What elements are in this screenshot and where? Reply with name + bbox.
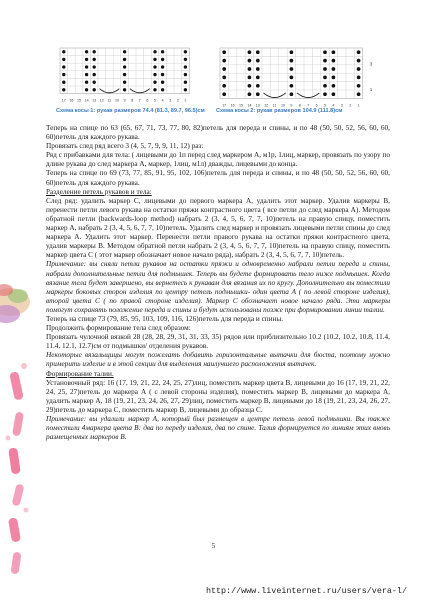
purl-stitch-dot bbox=[123, 73, 126, 76]
yarn-ball-art bbox=[0, 284, 30, 323]
purl-stitch-dot bbox=[290, 67, 294, 71]
purl-stitch-dot bbox=[256, 84, 260, 88]
purl-stitch-dot bbox=[332, 92, 336, 96]
purl-stitch-dot bbox=[222, 50, 226, 54]
column-number-label: 3 bbox=[340, 103, 343, 108]
note-paragraph: Примечание: вы сняли петли рукавов на остатки пряжи и одновременно набрали петли переда и спины, набрали дополнительные петли для подмышек. Теперь вы будете формировать тело ниже подмышек. Когда вязание тела будет завершено, вы вернетесь к рукавам для вязания их по кругу. Дополнительно вы поместили маркеры боковых сторон изделия по центру петель подмышки- один цвета А ( по левой стороне изделия), второй цвета С ( по правой стороне изделия). Маркер С обозначает новое начало ряда. Эти маркеры помогут сохранять положение переда и спины и будут использованы позже при формировании линии талии. bbox=[46, 260, 390, 314]
column-number-label: 16 bbox=[69, 98, 74, 103]
purl-stitch-dot bbox=[62, 88, 65, 91]
purl-stitch-dot bbox=[161, 81, 164, 84]
purl-stitch-dot bbox=[323, 50, 327, 54]
column-number-label: 11 bbox=[272, 103, 277, 108]
purl-stitch-dot bbox=[85, 88, 88, 91]
purl-stitch-dot bbox=[123, 65, 126, 68]
purl-stitch-dot bbox=[184, 65, 187, 68]
purl-stitch-dot bbox=[357, 84, 361, 88]
purl-stitch-dot bbox=[248, 76, 252, 80]
column-number-label: 12 bbox=[264, 103, 269, 108]
purl-stitch-dot bbox=[256, 92, 260, 96]
purl-stitch-dot bbox=[85, 58, 88, 61]
column-number-label: 15 bbox=[239, 103, 243, 108]
purl-stitch-dot bbox=[323, 76, 327, 80]
purl-stitch-dot bbox=[93, 73, 96, 76]
column-number-label: 17 bbox=[61, 98, 66, 103]
paragraph: Теперь на спице по 63 (65, 67, 71, 73, 77, 80, 82)петель для переда и спины, и по 48 (50, 50, 52, 56, 60, 60, 60)петель для каждого рукава. bbox=[46, 124, 390, 142]
paragraph: Теперь на спице по 69 (73, 77, 85, 91, 95, 102, 106)петель для переда и спины, и по 48 (50, 50, 52, 56, 60, 60, 60)петель для каждого рукава. bbox=[46, 169, 390, 187]
purl-stitch-dot bbox=[153, 58, 156, 61]
purl-stitch-dot bbox=[153, 81, 156, 84]
purl-stitch-dot bbox=[332, 59, 336, 63]
column-number-label: 13 bbox=[255, 103, 260, 108]
row-number-label: 1 bbox=[369, 86, 373, 92]
row-number-label: 3 bbox=[369, 61, 373, 67]
purl-stitch-dot bbox=[123, 81, 126, 84]
purl-stitch-dot bbox=[332, 50, 336, 54]
purl-stitch-dot bbox=[332, 84, 336, 88]
purl-stitch-dot bbox=[256, 67, 260, 71]
purl-stitch-dot bbox=[357, 76, 361, 80]
paragraph: Продолжить формирование тела след образом: bbox=[46, 324, 191, 333]
purl-stitch-dot bbox=[357, 92, 361, 96]
purl-stitch-dot bbox=[323, 59, 327, 63]
purl-stitch-dot bbox=[222, 92, 226, 96]
purl-stitch-dot bbox=[256, 59, 260, 63]
paragraph: Ряд с прибавками для тела: ( лицевыми до 1п перед след маркером А, м1р, 1лиц, маркер, провязать по узору по длине рукава до след маркера А, маркер, 1лиц, м1л) дважды, лицевыми до конца. bbox=[46, 151, 390, 169]
column-number-label: 15 bbox=[77, 98, 81, 103]
column-number-label: 5 bbox=[324, 103, 326, 108]
column-number-label: 14 bbox=[84, 98, 89, 103]
purl-stitch-dot bbox=[248, 92, 252, 96]
purl-stitch-dot bbox=[248, 50, 252, 54]
purl-stitch-dot bbox=[323, 92, 327, 96]
paragraph: След ряд: удалить маркер С, лицевыми до первого маркера А, удалить этот маркер. Удалив маркеры В, перенести петли левого рукава на остатки пряжи контрастного цвета ( все петли до след маркера А). Методом обратной петли (backwards-loop method) набрать 2 (3, 4, 5, 6, 7, 7, 10)петель на правую спицу, поместить маркер А, набрать 2 (3, 4, 5, 6, 7, 7, 10)петель. Удалить след маркер и провязать лицевыми петли спины до след маркера А. Удалить этот маркер. Перенести петли правого рукава на остатки пряжи контрастного цвета, удалив маркеры В. Методом обратной петли набрать 2 (3, 4, 5, 6, 7, 7, 10)петель на правую спицу, поместить маркер цвета С ( этот маркер обозначает новое начало ряда), набрать 2 (3, 4, 5, 6, 7, 7, 10)петель. bbox=[46, 196, 390, 260]
purl-stitch-dot bbox=[62, 73, 65, 76]
purl-stitch-dot bbox=[62, 65, 65, 68]
purl-stitch-dot bbox=[222, 84, 226, 88]
column-number-label: 8 bbox=[131, 98, 134, 103]
note-paragraph: Примечание: вы удалили маркер А, который был размещен в центре петель левой подмышки. Вы также поместили 4маркера цвета В: два по переду изделия, два по спине. Талия формируется по линиям этих вновь размещенных маркеров В. bbox=[46, 415, 390, 442]
purl-stitch-dot bbox=[161, 65, 164, 68]
column-number-label: 1 bbox=[357, 103, 360, 108]
column-number-label: 14 bbox=[247, 103, 252, 108]
purl-stitch-dot bbox=[93, 50, 96, 53]
column-number-label: 5 bbox=[154, 98, 156, 103]
purl-stitch-dot bbox=[85, 50, 88, 53]
purl-stitch-dot bbox=[93, 65, 96, 68]
column-number-label: 17 bbox=[222, 103, 227, 108]
purl-stitch-dot bbox=[184, 50, 187, 53]
purl-stitch-dot bbox=[153, 73, 156, 76]
purl-stitch-dot bbox=[184, 81, 187, 84]
purl-stitch-dot bbox=[123, 50, 126, 53]
column-number-label: 2 bbox=[349, 103, 352, 108]
purl-stitch-dot bbox=[222, 67, 226, 71]
purl-stitch-dot bbox=[85, 81, 88, 84]
column-number-label: 2 bbox=[176, 98, 179, 103]
purl-stitch-dot bbox=[85, 65, 88, 68]
purl-stitch-dot bbox=[153, 65, 156, 68]
page-number: 5 bbox=[211, 542, 216, 550]
purl-stitch-dot bbox=[248, 59, 252, 63]
paragraph: Провязать чулочной вязкой 28 (28, 28, 29, 31, 31, 33, 35) рядов или приблизительно 10.2 (10.2, 10.2, 10.8, 11.4, 11.4, 12.1, 12.7)см от подмышки/ отделения рукавов. bbox=[46, 333, 390, 351]
chart-1-caption: Схема косы 1: рукав размеров 74.4 (81.3, 89.7, 96.5)см bbox=[56, 108, 205, 114]
purl-stitch-dot bbox=[357, 50, 361, 54]
column-number-label: 16 bbox=[230, 103, 235, 108]
chart-2-caption: Схема косы 2: рукав размеров 104.9 (111.8)см bbox=[216, 108, 343, 114]
pattern-text bbox=[46, 124, 390, 442]
column-number-label: 10 bbox=[115, 98, 119, 103]
purl-stitch-dot bbox=[323, 84, 327, 88]
purl-stitch-dot bbox=[357, 67, 361, 71]
column-number-label: 13 bbox=[92, 98, 97, 103]
purl-stitch-dot bbox=[222, 76, 226, 80]
footer-url[interactable]: http://www.liveinternet.ru/users/vera-l/ bbox=[205, 586, 407, 596]
purl-stitch-dot bbox=[290, 76, 294, 80]
purl-stitch-dot bbox=[123, 58, 126, 61]
column-number-label: 7 bbox=[138, 98, 141, 103]
purl-stitch-dot bbox=[290, 84, 294, 88]
purl-stitch-dot bbox=[93, 58, 96, 61]
column-number-label: 6 bbox=[146, 98, 149, 103]
paragraph: Установочный ряд: 16 (17, 19, 21, 22, 24, 25, 27)лиц, поместить маркер цвета В, лицевыми до 16 (17, 19, 21, 22, 24, 25, 27)петель до маркера А ( с левой стороны изделия), поместить маркер В, лицевыми до маркера А, удалить маркер А, 18 (19, 21, 23, 24, 26, 27, 29)лиц, поместить маркер В, лицевыми до 18 (19, 21, 23, 24, 26, 27, 29)петель до маркера С, поместить маркер В, лицевыми до образца С. bbox=[46, 378, 390, 414]
purl-stitch-dot bbox=[153, 88, 156, 91]
purl-stitch-dot bbox=[184, 58, 187, 61]
purl-stitch-dot bbox=[161, 58, 164, 61]
purl-stitch-dot bbox=[123, 88, 126, 91]
purl-stitch-dot bbox=[85, 73, 88, 76]
purl-stitch-dot bbox=[93, 88, 96, 91]
purl-stitch-dot bbox=[184, 88, 187, 91]
purl-stitch-dot bbox=[290, 92, 294, 96]
purl-stitch-dot bbox=[184, 73, 187, 76]
column-number-label: 9 bbox=[290, 103, 293, 108]
paragraph: Провязать след ряд всего 3 (4, 5, 7, 9, 9, 11, 12) раз: bbox=[46, 142, 204, 151]
column-number-label: 7 bbox=[307, 103, 310, 108]
section-heading: Формирование талии. bbox=[46, 369, 114, 378]
purl-stitch-dot bbox=[256, 50, 260, 54]
section-heading: Разделение петель рукавов и тела: bbox=[46, 187, 152, 196]
column-number-label: 4 bbox=[332, 103, 335, 108]
column-number-label: 4 bbox=[161, 98, 164, 103]
purl-stitch-dot bbox=[62, 58, 65, 61]
purl-stitch-dot bbox=[357, 59, 361, 63]
purl-stitch-dot bbox=[332, 67, 336, 71]
purl-stitch-dot bbox=[153, 50, 156, 53]
purl-stitch-dot bbox=[332, 76, 336, 80]
purl-stitch-dot bbox=[248, 84, 252, 88]
purl-stitch-dot bbox=[256, 76, 260, 80]
cable-chart-1 bbox=[56, 46, 196, 104]
column-number-label: 9 bbox=[123, 98, 126, 103]
purl-stitch-dot bbox=[161, 50, 164, 53]
purl-stitch-dot bbox=[161, 73, 164, 76]
column-number-label: 6 bbox=[315, 103, 318, 108]
purl-stitch-dot bbox=[290, 59, 294, 63]
purl-stitch-dot bbox=[222, 59, 226, 63]
column-number-label: 12 bbox=[99, 98, 104, 103]
column-number-label: 1 bbox=[184, 98, 187, 103]
purl-stitch-dot bbox=[248, 67, 252, 71]
column-number-label: 11 bbox=[107, 98, 112, 103]
note-paragraph: Некоторые вязальщицы могут пожелать добавить горизонтальные вытачки для бюста, поэтому нужно примерить изделие и в этой секции для выделения наилучшего расположения вытачек. bbox=[46, 351, 390, 369]
cable-chart-2 bbox=[216, 46, 386, 108]
purl-stitch-dot bbox=[62, 50, 65, 53]
purl-stitch-dot bbox=[62, 81, 65, 84]
purl-stitch-dot bbox=[161, 88, 164, 91]
column-number-label: 10 bbox=[281, 103, 285, 108]
purl-stitch-dot bbox=[323, 67, 327, 71]
column-number-label: 8 bbox=[298, 103, 301, 108]
cable-charts bbox=[56, 46, 386, 114]
purl-stitch-dot bbox=[93, 81, 96, 84]
purl-stitch-dot bbox=[290, 50, 294, 54]
paragraph: Теперь на спице 73 (79, 85, 95, 103, 109, 116, 126)петель для переда и спины. bbox=[46, 314, 284, 323]
column-number-label: 3 bbox=[169, 98, 172, 103]
